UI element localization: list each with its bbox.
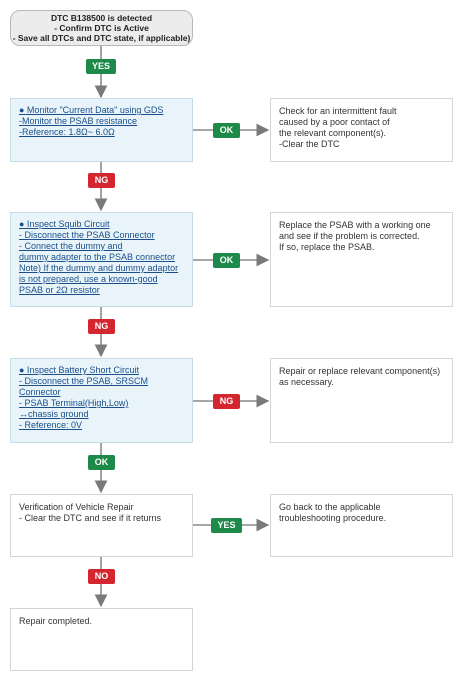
result-3-box [270, 358, 453, 443]
step-3-box [10, 358, 193, 443]
final-box [10, 608, 193, 671]
result-2-line-3: If so, replace the PSAB. [279, 242, 375, 252]
ng-badge: NG [213, 394, 240, 409]
result-1-line-3: the relevant component(s). [279, 128, 387, 138]
no-badge: NO [88, 569, 115, 584]
result-3-line-2: as necessary. [279, 377, 334, 387]
step-1-box [10, 98, 193, 162]
ng-badge: NG [88, 173, 115, 188]
step-2-line-3[interactable]: - Connect the dummy and [19, 241, 123, 251]
ng-badge: NG [88, 319, 115, 334]
step-3-line-6[interactable]: - Reference: 0V [19, 420, 83, 430]
step-2-line-6[interactable]: is not prepared, use a known-good [19, 274, 158, 284]
start-terminal [10, 10, 193, 46]
step-2-line-7[interactable]: PSAB or 2Ω resistor [19, 285, 100, 295]
step-4-box [10, 494, 193, 557]
step-1-line-3[interactable]: -Reference: 1.8Ω~ 6.0Ω [19, 127, 115, 137]
result-4-line-2: troubleshooting procedure. [279, 513, 387, 523]
yes-badge: YES [211, 518, 242, 533]
ok-badge: OK [213, 123, 240, 138]
step-2-line-4[interactable]: dummy adapter to the PSAB connector [19, 252, 176, 262]
step-1-line-2[interactable]: -Monitor the PSAB resistance [19, 116, 138, 126]
step-3-line-1[interactable]: ● Inspect Battery Short Circuit [19, 365, 139, 375]
result-2-line-2: and see if the problem is corrected. [279, 231, 420, 241]
result-2-line-1: Replace the PSAB with a working one [279, 220, 431, 230]
step-4-line-1: Verification of Vehicle Repair [19, 502, 134, 512]
step-2-line-1[interactable]: ● Inspect Squib Circuit [19, 219, 110, 229]
ok-badge: OK [213, 253, 240, 268]
start-line-1: DTC B138500 is detected [50, 13, 153, 23]
start-line-3: - Save all DTCs and DTC state, if applicable) [12, 33, 191, 43]
result-4-box [270, 494, 453, 557]
step-2-line-2[interactable]: - Disconnect the PSAB Connector [19, 230, 155, 240]
step-2-box [10, 212, 193, 307]
step-3-line-3[interactable]: Connector [19, 387, 61, 397]
step-3-line-2[interactable]: - Disconnect the PSAB, SRSCM [19, 376, 149, 386]
result-1-line-2: caused by a poor contact of [279, 117, 390, 127]
result-3-line-1: Repair or replace relevant component(s) [279, 366, 441, 376]
result-4-line-1: Go back to the applicable [279, 502, 381, 512]
final-line-1: Repair completed. [19, 616, 93, 626]
result-2-box [270, 212, 453, 307]
result-1-line-4: -Clear the DTC [279, 139, 340, 149]
step-1-line-1[interactable]: ● Monitor "Current Data" using GDS [19, 105, 164, 115]
ok-badge: OK [88, 455, 115, 470]
step-3-line-4[interactable]: - PSAB Terminal(High,Low) [19, 398, 129, 408]
step-4-line-2: - Clear the DTC and see if it returns [19, 513, 162, 523]
step-2-line-5[interactable]: Note) If the dummy and dummy adaptor [19, 263, 179, 273]
step-3-line-5[interactable]: ↔chassis ground [19, 409, 89, 419]
start-line-2: - Confirm DTC is Active [54, 23, 149, 33]
yes-badge: YES [86, 59, 116, 74]
result-1-line-1: Check for an intermittent fault [279, 106, 397, 116]
result-1-box [270, 98, 453, 162]
